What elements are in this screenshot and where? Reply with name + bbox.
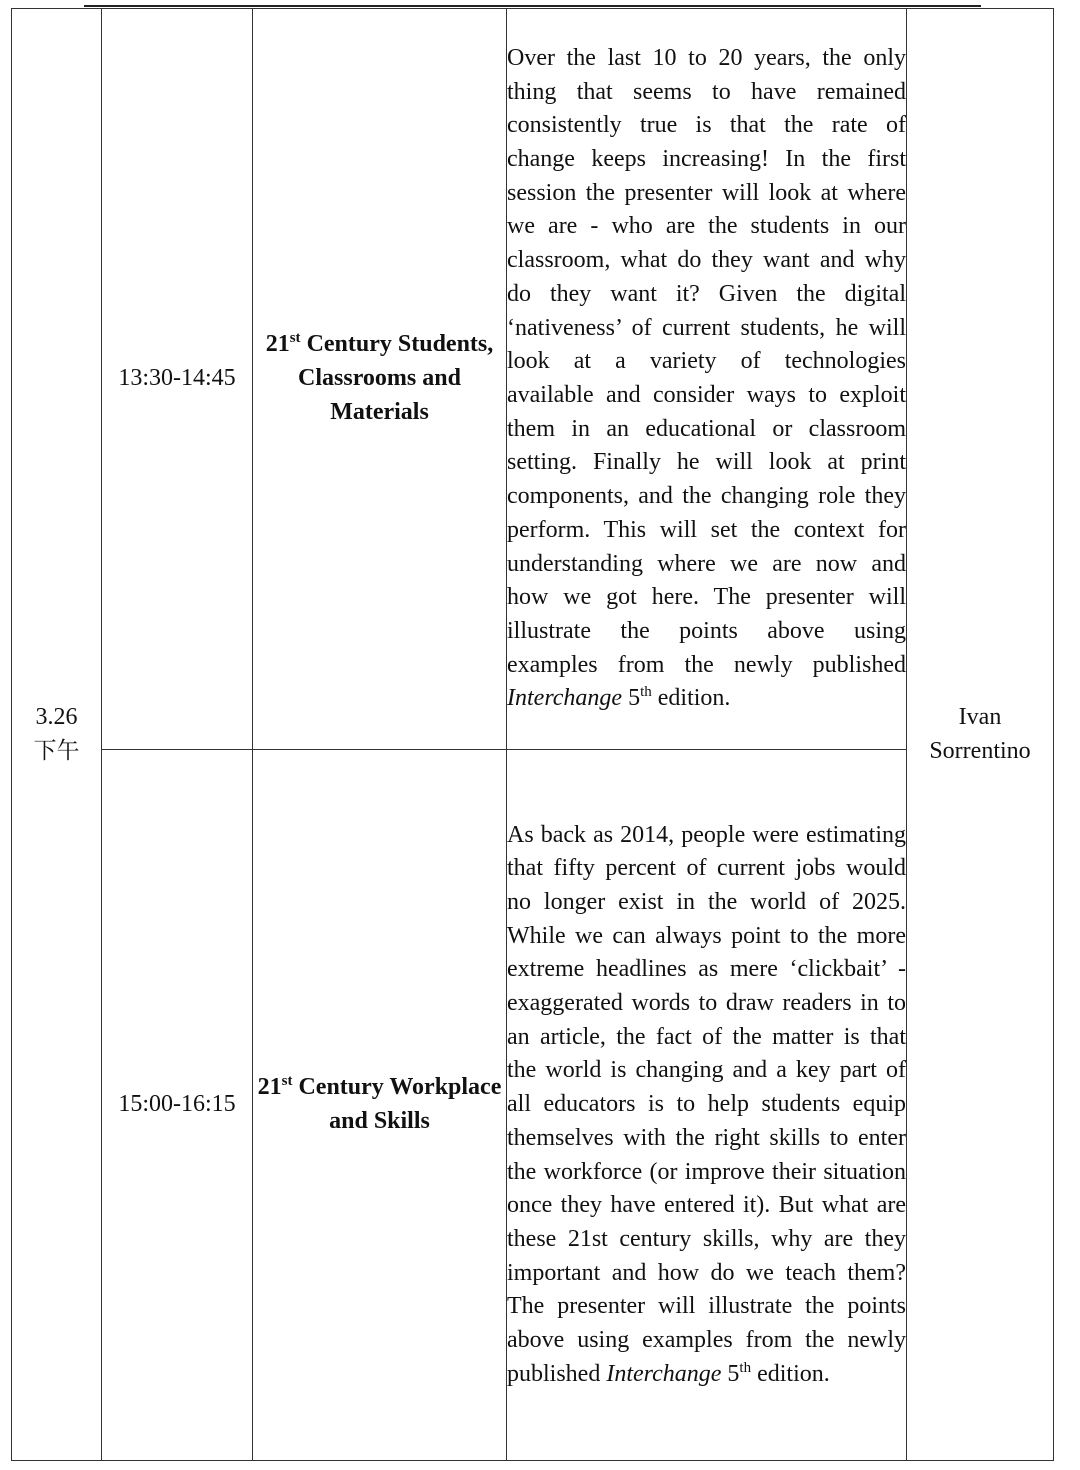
top-border-line <box>84 5 981 7</box>
title-text: Century Students, Classrooms and Materials <box>298 331 494 425</box>
date-day: 3.26 <box>35 703 78 730</box>
book-title: Interchange <box>507 685 623 712</box>
session-description <box>507 9 907 750</box>
edition-number: 5 <box>622 685 641 712</box>
speaker-cell <box>907 9 1054 1461</box>
title-ordinal-suffix: st <box>289 330 301 347</box>
table-row <box>12 750 1054 1461</box>
session-time: 15:00-16:15 <box>102 750 253 1461</box>
edition-word: edition. <box>651 685 731 712</box>
session-description <box>507 750 907 1461</box>
edition-word: edition. <box>751 1360 830 1387</box>
edition-number: 5 <box>721 1360 740 1387</box>
book-title: Interchange <box>606 1360 722 1387</box>
title-ordinal: 21 <box>265 331 290 358</box>
description-text: As back as 2014, people were estimating that fifty percent of current jobs would no longer exist in the world of 2025. While we can always point to the more extreme headlines as mere ‘clickbait’ - exaggerated words to draw readers in to an article, the fact of the matter is that the world is changing and a key part of all educators is to help students equip themselves with the right skills to enter the workforce (or improve their situation once they have entered it). But what are these 21st century skills, why are they important and how do we teach them? The presenter will illustrate the points above using examples from the newly published <box>507 821 906 1387</box>
speaker-first-name: Ivan <box>958 703 1002 730</box>
schedule-table <box>11 8 1054 1461</box>
edition-suffix: th <box>739 1359 752 1376</box>
session-title <box>253 750 507 1461</box>
title-ordinal: 21 <box>257 1074 282 1101</box>
date-cell <box>12 9 102 1461</box>
edition-suffix: th <box>640 684 652 701</box>
table-row <box>12 9 1054 750</box>
title-ordinal-suffix: st <box>281 1073 293 1090</box>
description-text: Over the last 10 to 20 years, the only thing that seems to have remained consistently true is that the rate of change keeps increasing! In the first session the presenter will look at where we are - who are the students in our classroom, what do they want and why do they want it? Given the digital ‘nativeness’ of current students, he will look at a variety of technologies available and consider ways to exploit them in an educational or classroom setting. Finally he will look at print components, and the changing role they perform. This will set the context for understanding where we are now and how we got here. The presenter will illustrate the points above using examples from the newly published <box>507 44 906 678</box>
speaker-last-name: Sorrentino <box>929 737 1031 764</box>
title-text: Century Workplace and Skills <box>292 1074 502 1134</box>
session-title <box>253 9 507 750</box>
date-period: 下午 <box>33 737 80 764</box>
session-time: 13:30-14:45 <box>102 9 253 750</box>
